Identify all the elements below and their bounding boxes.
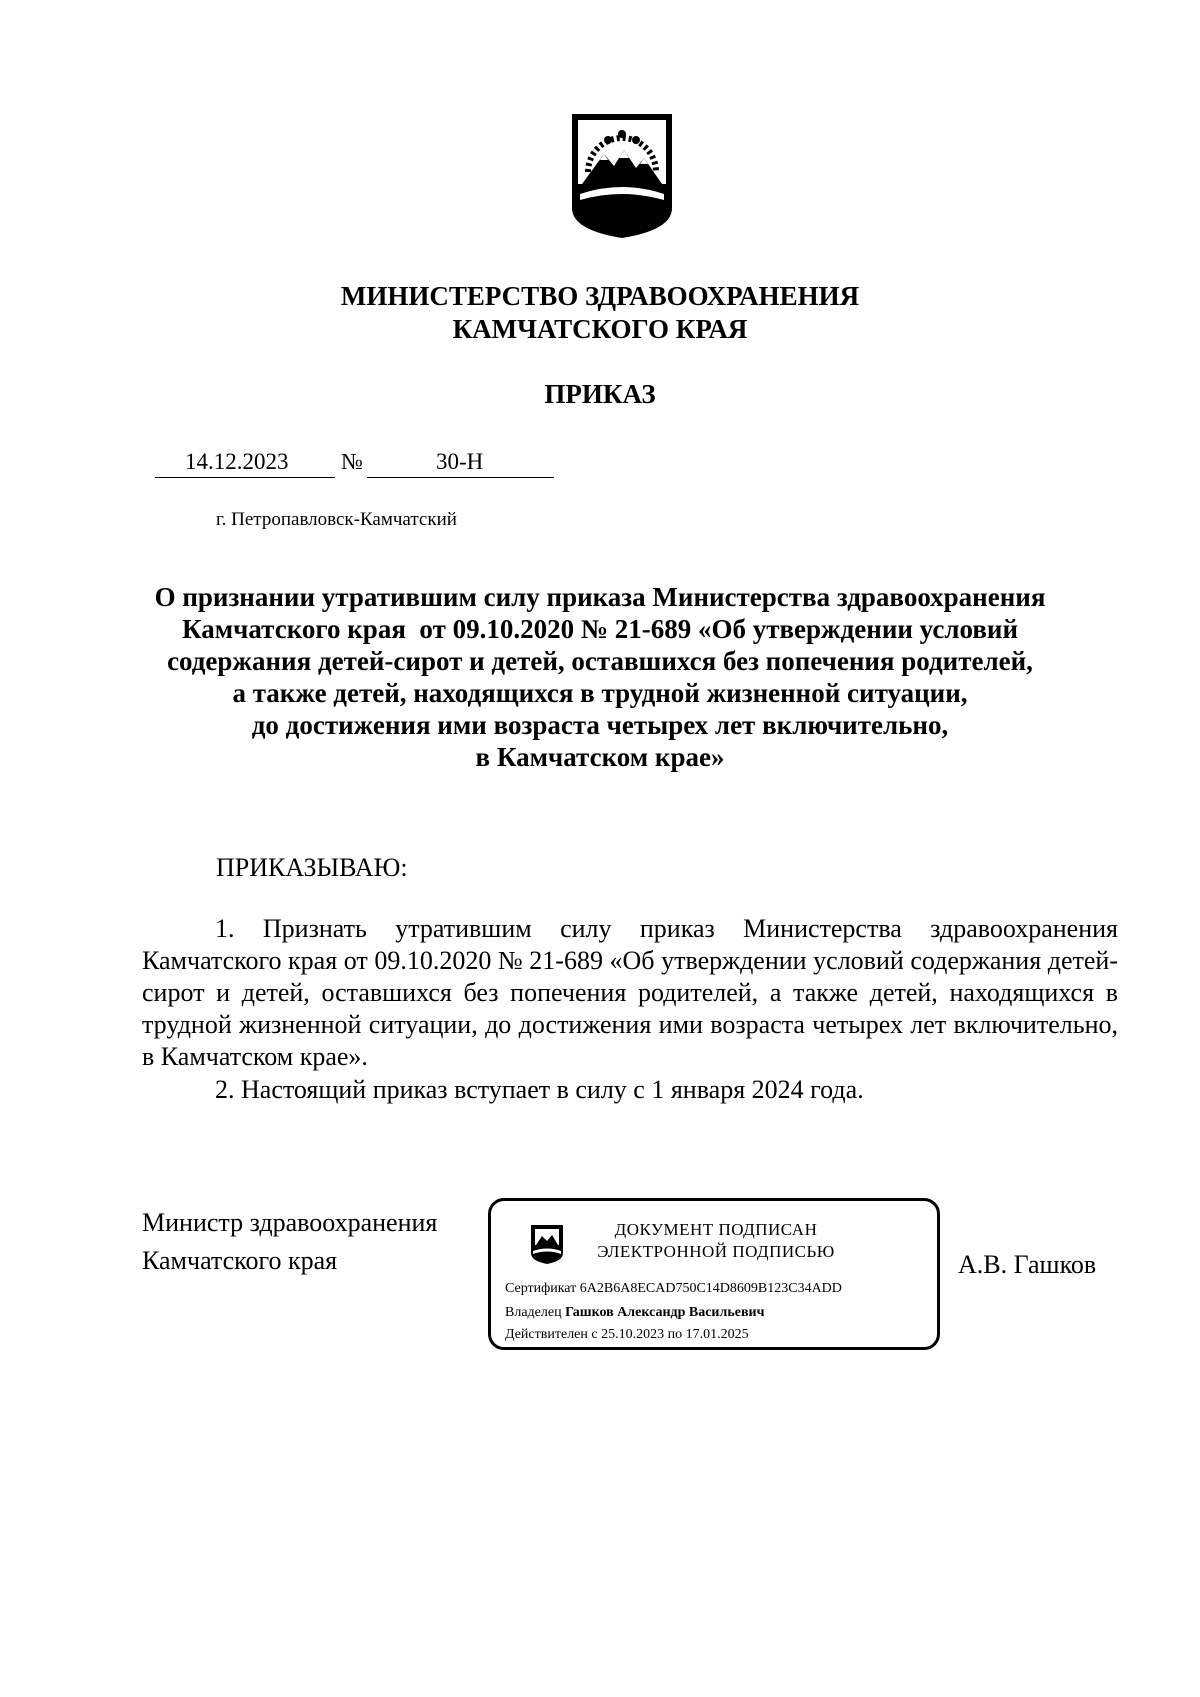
- order-date: 14.12.2023: [185, 449, 289, 474]
- signer-name: А.В. Гашков: [958, 1250, 1097, 1279]
- subject-line-2: Камчатского края от 09.10.2020 № 21-689 «Об утверждении условий: [181, 614, 1019, 644]
- signer-position-line-2: Камчатского края: [142, 1246, 338, 1275]
- number-underline: [367, 477, 554, 478]
- subject-line-5: до достижения ими возраста четырех лет включительно,: [251, 710, 949, 740]
- order-number: 30-Н: [436, 449, 484, 474]
- ministry-name: [0, 280, 1200, 346]
- electronic-signature-stamp: [488, 1198, 940, 1350]
- signer-position: [142, 1204, 437, 1280]
- coat-of-arms-emblem: [568, 110, 676, 240]
- stamp-title-line-2: ЭЛЕКТРОННОЙ ПОДПИСЬЮ: [597, 1242, 835, 1261]
- signer-position-line-1: Министр здравоохранения: [142, 1208, 438, 1237]
- stamp-validity: [505, 1327, 749, 1343]
- stamp-title: [591, 1219, 841, 1263]
- doc-type-title: ПРИКАЗ: [544, 379, 656, 409]
- date-number-line: [155, 449, 554, 479]
- valid-to-label: по: [667, 1327, 683, 1342]
- stamp-emblem-icon: [529, 1223, 565, 1265]
- order-item-1: 1. Признать утратившим силу приказ Министерства здравоохранения Камчатского края от 09.10.2020 № 21-689 «Об утверждении условий содержания детей-сирот и детей, оставшихся без попечения родителей, а также детей, находящихся в трудной жизненной ситуации, до достижения ими возраста четырех лет включительно, в Камчатском крае».: [142, 914, 1118, 1071]
- owner-value: Гашков Александр Васильевич: [565, 1305, 765, 1320]
- ministry-line-1: МИНИСТЕРСТВО ЗДРАВООХРАНЕНИЯ: [340, 281, 860, 311]
- number-sign: №: [341, 449, 363, 474]
- subject-line-1: О признании утратившим силу приказа Министерства здравоохранения: [154, 582, 1046, 612]
- subject-line-6: в Камчатском крае»: [475, 742, 725, 772]
- city: г. Петропавловск-Камчатский: [216, 509, 457, 530]
- cert-label: Сертификат: [505, 1281, 577, 1296]
- subject-line-4: а также детей, находящихся в трудной жизненной ситуации,: [232, 678, 968, 708]
- subject-line-3: содержания детей-сирот и детей, оставшихся без попечения родителей,: [167, 646, 1033, 676]
- stamp-title-line-1: ДОКУМЕНТ ПОДПИСАН: [614, 1220, 818, 1239]
- stamp-certificate: [505, 1281, 842, 1297]
- date-underline: [155, 477, 335, 478]
- stamp-owner: [505, 1305, 765, 1321]
- owner-label: Владелец: [505, 1305, 562, 1320]
- cert-value: 6A2B6A8ECAD750C14D8609B123C34ADD: [579, 1281, 842, 1296]
- order-item-2: 2. Настоящий приказ вступает в силу с 1 января 2024 года.: [215, 1075, 864, 1104]
- ministry-line-2: КАМЧАТСКОГО КРАЯ: [452, 314, 748, 344]
- document-subject: [140, 581, 1060, 773]
- valid-from: 25.10.2023: [601, 1327, 665, 1342]
- valid-to: 17.01.2025: [685, 1327, 749, 1342]
- valid-label: Действителен с: [505, 1327, 598, 1342]
- order-word: ПРИКАЗЫВАЮ:: [216, 853, 408, 882]
